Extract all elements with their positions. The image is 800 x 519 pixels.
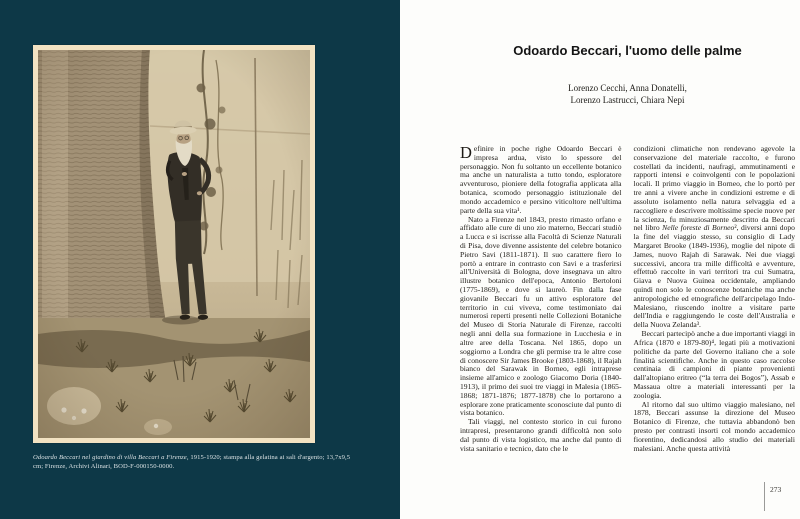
beccari-photo bbox=[33, 45, 315, 443]
article-title: Odoardo Beccari, l'uomo delle palme bbox=[513, 43, 742, 58]
paragraph-voyages: Tali viaggi, nel contesto storico in cui furono intrapresi, presentarono grandi difficoltà non solo dal punto di vista logistico, ma anche dal punto di vista sanitario e tecnico, dato che le bbox=[460, 417, 622, 453]
paragraph-biography: Nato a Firenze nel 1843, presto rimasto orfano e affidato alle cure di uno zio materno, Beccari studiò a Lucca e si iscrisse alla Facoltà di Scienze Naturali di Pisa, dove divenne assistente del celebre botanico Pietro Savi (1811-1871). Il suo carattere fiero lo portò a entrare in contrasto con Savi e a trasferirsi all'Università di Bologna, dove insegnava un altro illustre botanico dell'epoca, Antonio Bertoloni (1775-1869), e dove si laureò. Fin dalla fase giovanile Beccari fu un attivo esploratore del territorio in cui viveva, come testimoniato dai numerosi reperti presenti nelle Collezioni Botaniche del Museo di Storia Naturale di Firenze, raccolti negli anni della sua formazione in Lucchesia e in altre aree della Toscana. Nel 1865, dopo un soggiorno a Londra che gli permise tra le altre cose di conoscere Sir James Brooke (1803-1868), il Rajah bianco del Sarawak in Borneo, egli intraprese insieme all'amico e zoologo Giacomo Doria (1840-1913), il primo dei suoi tre viaggi in Malesia (1865-1868; 1871-1876; 1877-1878) che lo portarono a esplorare zone praticamente sconosciute dal punto di vista botanico. bbox=[460, 214, 622, 418]
page-number: 273 bbox=[770, 485, 782, 494]
paragraph-intro bbox=[460, 145, 622, 216]
paragraph-borneo-after: ², diversi anni dopo la fine del viaggio stesso, su consiglio di Lady Margaret Brooke (1849-1936), moglie del nipote di James, nuovo Rajah di Sarawak. Nei due viaggi successivi, ancora tra mille difficoltà e avventure, effettuò raccolte in vari territori tra cui Sumatra, Giava e Nuova Guinea occidentale, ampliando quindi non solo le conoscenze botaniche ma anche antropologiche ed etnografiche dell'arcipelago Indo-Malesiano, riuscendo inoltre a visitare parte dell'India e raggiungendo le coste dell'Australia e della Nuova Zelanda³. bbox=[633, 223, 795, 330]
authors-line-1: Lorenzo Cecchi, Anna Donatelli, bbox=[568, 83, 687, 93]
right-page bbox=[400, 0, 800, 519]
paragraph-intro-text: efinire in poche righe Odoardo Beccari è impresa ardua, visto lo spessore del personaggio. Non fu soltanto un eccellente botanico ma anche un naturalista a tutto tondo, esploratore avventuroso, pioniere della fotografia applicata alla botanica, scomodo personaggio istituzionale del mondo accademico e persino viticoltore nell'ultima parte della sua vita¹. bbox=[460, 144, 622, 215]
drop-cap: D bbox=[460, 143, 472, 162]
photo-illustration bbox=[38, 50, 310, 438]
paragraph-borneo bbox=[634, 145, 796, 330]
paragraph-africa: Beccari partecipò anche a due importanti viaggi in Africa (1870 e 1879-80)⁴, legati più a motivazioni politiche da parte del Governo italiano che a sole finalità scientifiche. Anche in questo caso raccolse centinaia di campioni di piante provenienti dall'altopiano eritreo (“la terra dei Bogos”), Assab e Massaua oltre a materiali interessanti per la zoologia. bbox=[633, 329, 795, 400]
paragraph-museum: Al ritorno dal suo ultimo viaggio malesiano, nel 1878, Beccari assunse la direzione del Museo Botanico di Firenze, che tuttavia abbandonò ben presto per contrasti insorti col mondo accademico fiorentino, dedicandosi allo studio dei materiali malesiani. Anche questa attività bbox=[633, 399, 795, 453]
authors-block bbox=[460, 83, 795, 106]
authors-line-2: Lorenzo Lastrucci, Chiara Nepi bbox=[570, 94, 685, 105]
folio-rule bbox=[764, 482, 765, 511]
text-column-1 bbox=[460, 145, 622, 453]
text-column-2 bbox=[634, 145, 796, 453]
book-title-italic: Nelle foreste di Borneo bbox=[662, 223, 735, 233]
paragraph-borneo-before: condizioni climatiche non rendevano agevole la conservazione del materiale raccolto, e furono costellati da incidenti, naufragi, ammutinamenti e rapporti intensi e coinvolgenti con le popolazioni locali. Il primo viaggio in Borneo, che lo portò per tre anni a vivere anche in condizioni estreme e di assoluto isolamento nella natura selvaggia ed a raccogliere e descrivere moltissime specie nuove per la scienza, fu minuziosamente descritto da Beccari nel libro bbox=[633, 144, 795, 233]
photo-caption bbox=[33, 454, 355, 471]
body-columns bbox=[460, 145, 795, 453]
page-number-block bbox=[764, 482, 781, 511]
photo-caption-details: , 1915-1920; stampa alla gelatina ai sali d'argento; 13,7x9,5 cm; Firenze, Archivi Alinari, BOD-F-000150-0000. bbox=[33, 454, 351, 470]
photo-caption-title: Odoardo Beccari nel giardino di villa Beccari a Firenze bbox=[33, 454, 187, 461]
